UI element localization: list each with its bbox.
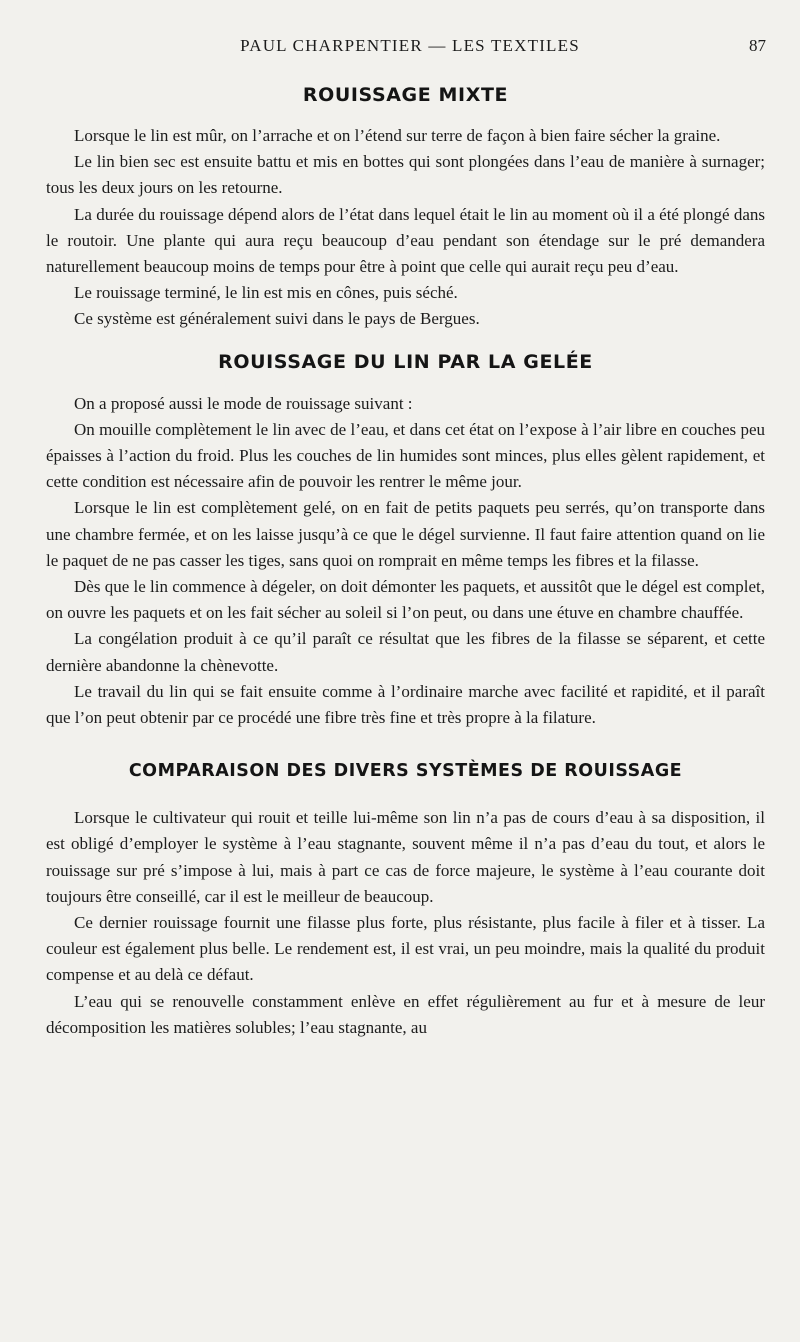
paragraph: La congélation produit à ce qu’il paraît ce résultat que les fibres de la filasse se séparent, et cette dernière abandonne la chènevotte. [46,629,765,675]
paragraph: On a proposé aussi le mode de rouissage suivant : [74,393,413,413]
section-heading-rouissage-gelee: ROUISSAGE DU LIN PAR LA GELÉE [218,350,593,373]
paragraph: L’eau qui se renouvelle constamment enlève en effet régulièrement au fur et à mesure de leur décomposition les matières solubles; l’eau stagnante, au [46,991,765,1037]
section-heading-rouissage-mixte: ROUISSAGE MIXTE [302,84,509,106]
paragraph: Dès que le lin commence à dégeler, on doit démonter les paquets, et aussitôt que le dégel est complet, on ouvre les paquets et on les fait sécher au soleil si l’on peut, ou dans une étuve en chambre chauffée. [46,577,765,623]
paragraph: La durée du rouissage dépend alors de l’état dans lequel était le lin au moment où il a été plongé dans le routoir. Une plante qui aura reçu beaucoup d’eau pendant son étendage sur le pré demandera naturellement beaucoup moins de temps pour être à point que celle qui aurait reçu peu d’eau. [46,204,765,277]
running-title: PAUL CHARPENTIER — LES TEXTILES [240,36,580,55]
paragraph: Lorsque le lin est mûr, on l’arrache et on l’étend sur terre de façon à bien faire sécher la graine. [74,126,721,145]
running-header [0,36,800,60]
paragraph: Le lin bien sec est ensuite battu et mis en bottes qui sont plongées dans l’eau de manière à surnager; tous les deux jours on les retourne. [46,152,765,198]
paragraph: Ce dernier rouissage fournit une filasse plus forte, plus résistante, plus facile à filer et à tisser. La couleur est également plus belle. Le rendement est, il est vrai, un peu moindre, mais la qualité du produit compense et au delà ce défaut. [46,913,765,985]
paragraph: On mouille complètement le lin avec de l’eau, et dans cet état on l’expose à l’air libre en couches peu épaisses à l’action du froid. Plus les couches de lin humides sont minces, plus elles gèlent rapidement, et cette condition est nécessaire afin de pouvoir les rentrer le même jour. [46,419,765,492]
paragraph: Le travail du lin qui se fait ensuite comme à l’ordinaire marche avec facilité et rapidité, et il paraît que l’on peut obtenir par ce procédé une fibre très fine et très propre à la filature. [46,681,765,728]
paragraph: Ce système est généralement suivi dans le pays de Bergues. [74,309,480,329]
paragraph: Lorsque le cultivateur qui rouit et teille lui-même son lin n’a pas de cours d’eau à sa disposition, il est obligé d’employer le système à l’eau stagnante, souvent même il n’a pas d’eau du tout, et alors le rouissage sur pré s’impose à lui, mais à part ce cas de force majeure, le système à l’eau courante doit toujours être conseillé, car il est le meilleur de beaucoup. [46,808,765,906]
section-heading-comparaison: COMPARAISON DES DIVERS SYSTÈMES DE ROUISSAGE [128,761,683,782]
page-number: 87 [749,36,766,55]
paragraph: Lorsque le lin est complètement gelé, on en fait de petits paquets peu serrés, qu’on transporte dans une chambre fermée, et on les laisse jusqu’à ce que le dégel survienne. Il faut faire attention quand on lie le paquet de ne pas casser les tiges, sans quoi on romprait en même temps les fibres et la filasse. [46,498,765,570]
paragraph: Le rouissage terminé, le lin est mis en cônes, puis séché. [74,283,458,303]
page-body [46,84,765,1041]
